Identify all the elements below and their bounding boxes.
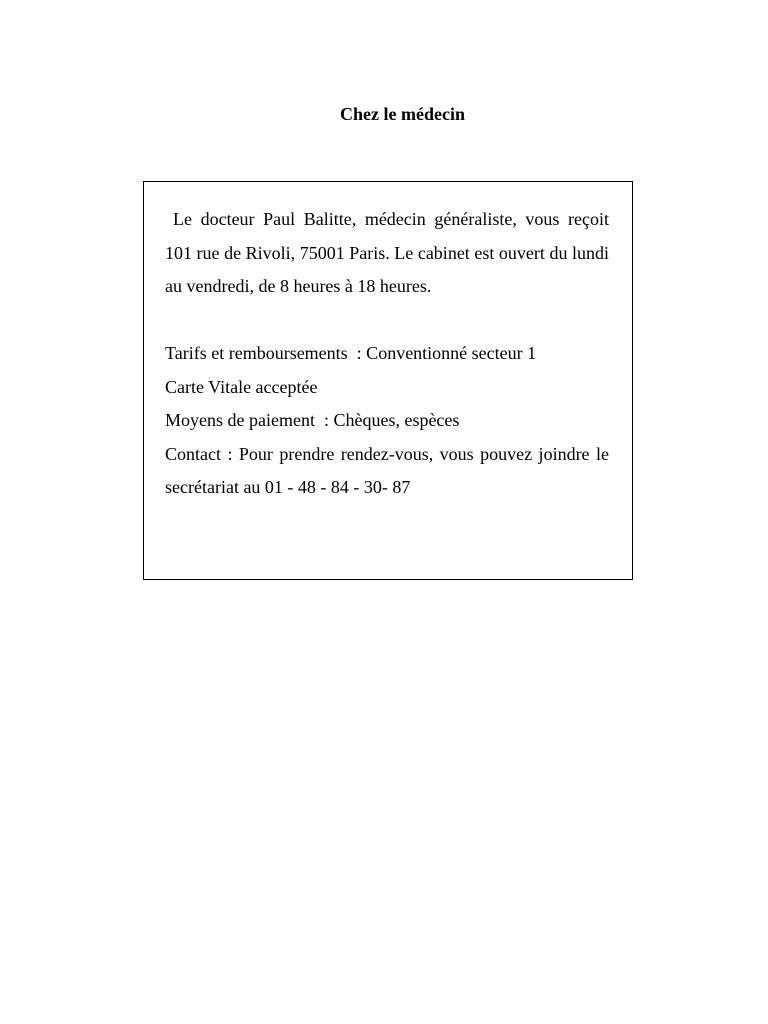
info-box: [143, 181, 633, 580]
page-title: Chez le médecin: [340, 104, 465, 124]
tarifs-line: Tarifs et remboursements : Conventionné secteur 1: [165, 343, 537, 363]
carte-vitale-line: Carte Vitale acceptée: [165, 376, 318, 397]
paragraph-spacer: [165, 304, 609, 338]
intro-paragraph: Le docteur Paul Balitte, médecin généraliste, vous reçoit 101 rue de Rivoli, 75001 Paris. Le cabinet est ouvert du lundi au vendredi, de 8 heures à 18 heures.: [165, 209, 609, 296]
info-box-content: [165, 203, 609, 505]
contact-line: Contact : Pour prendre rendez-vous, vous pouvez joindre le secrétariat au 01 - 48 - 84 - 30- 87: [165, 443, 609, 497]
paiement-line: Moyens de paiement : Chèques, espèces: [165, 410, 460, 430]
